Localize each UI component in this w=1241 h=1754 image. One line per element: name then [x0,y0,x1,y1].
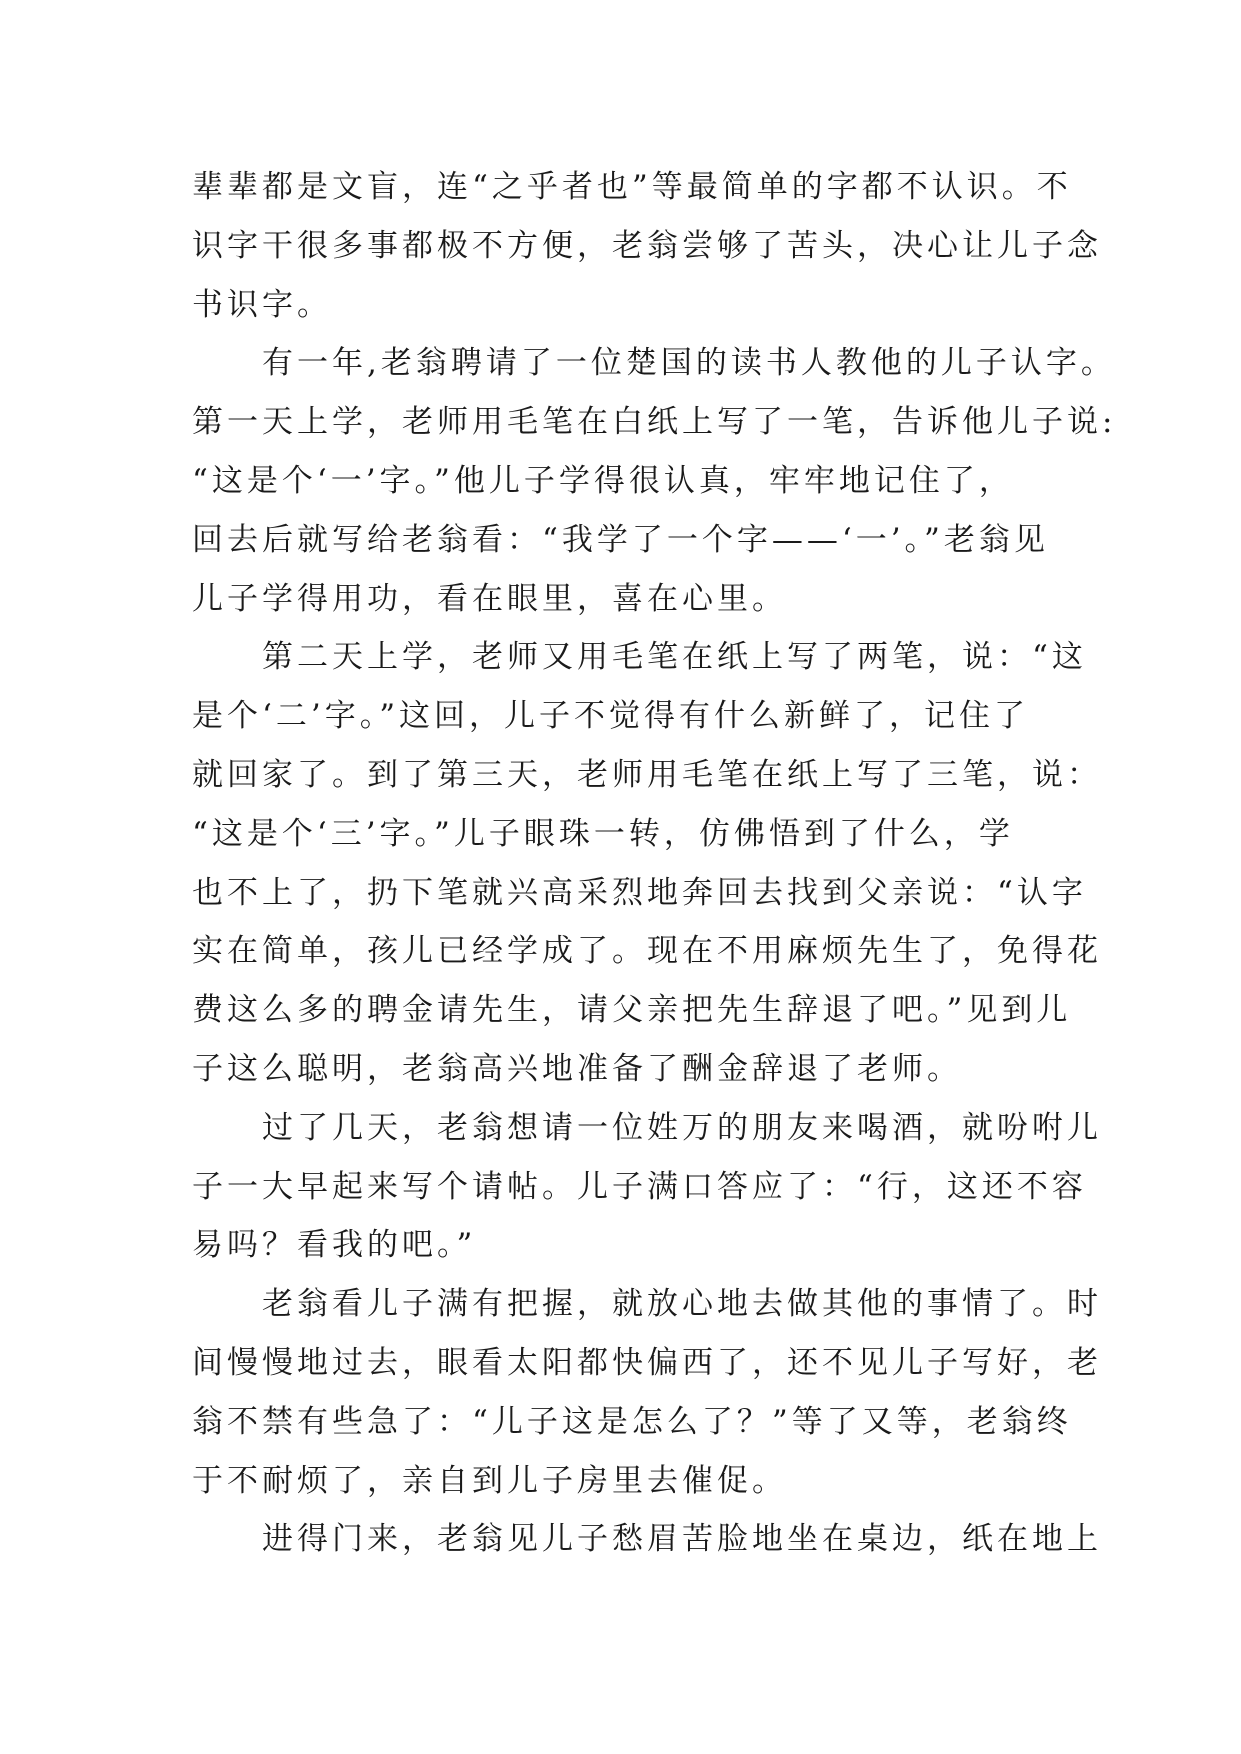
text-line: 子一大早起来写个请帖。儿子满口答应了：“行，这还不容 [192,1168,1087,1205]
text-line: 辈辈都是文盲，连“之乎者也”等最简单的字都不认识。不 [192,169,1072,205]
text-line: 易吗？看我的吧。” [192,1227,477,1264]
text-line: 进得门来，老翁见儿子愁眉苦脸地坐在桌边，纸在地上 [262,1521,1102,1558]
text-line: 实在简单，孩儿已经学成了。现在不用麻烦先生了，免得花 [192,933,1102,970]
text-line: 书识字。 [192,286,332,323]
text-line: 第一天上学，老师用毛笔在白纸上写了一笔，告诉他儿子说: [192,404,1117,441]
text-line: 子这么聪明，老翁高兴地准备了酬金辞退了老师。 [192,1050,962,1087]
text-line: 儿子学得用功，看在眼里，喜在心里。 [192,580,787,617]
text-line: 过了几天，老翁想请一位姓万的朋友来喝酒，就吩咐儿 [262,1109,1102,1146]
text-line: 费这么多的聘金请先生，请父亲把先生辞退了吧。”见到儿 [192,992,1072,1029]
text-line: 就回家了。到了第三天，老师用毛笔在纸上写了三笔，说： [192,756,1102,793]
text-line: 回去后就写给老翁看：“我学了一个字——‘一’。”老翁见 [192,521,1049,558]
text-line: 间慢慢地过去，眼看太阳都快偏西了，还不见儿子写好，老 [192,1344,1102,1381]
text-line: “这是个‘一’字。”他儿子学得很认真，牢牢地记住了， [192,462,1014,499]
text-line: 是个‘二’字。”这回，儿子不觉得有什么新鲜了，记住了 [192,698,1030,735]
text-line: 识字干很多事都极不方便，老翁尝够了苦头，决心让儿子念 [192,227,1102,264]
text-line: 老翁看儿子满有把握，就放心地去做其他的事情了。时 [262,1286,1102,1323]
text-line: 于不耐烦了，亲自到儿子房里去催促。 [192,1462,787,1499]
text-line: 有一年,老翁聘请了一位楚国的读书人教他的儿子认字。 [262,345,1116,382]
body-text [192,158,1117,1569]
text-line: “这是个‘三’字。”儿子眼珠一转，仿佛悟到了什么，学 [192,815,1014,852]
text-line: 也不上了，扔下笔就兴高采烈地奔回去找到父亲说：“认字 [192,874,1087,911]
text-line: 第二天上学，老师又用毛笔在纸上写了两笔，说：“这 [262,639,1087,676]
text-line: 翁不禁有些急了：“儿子这是怎么了？”等了又等，老翁终 [192,1403,1072,1440]
